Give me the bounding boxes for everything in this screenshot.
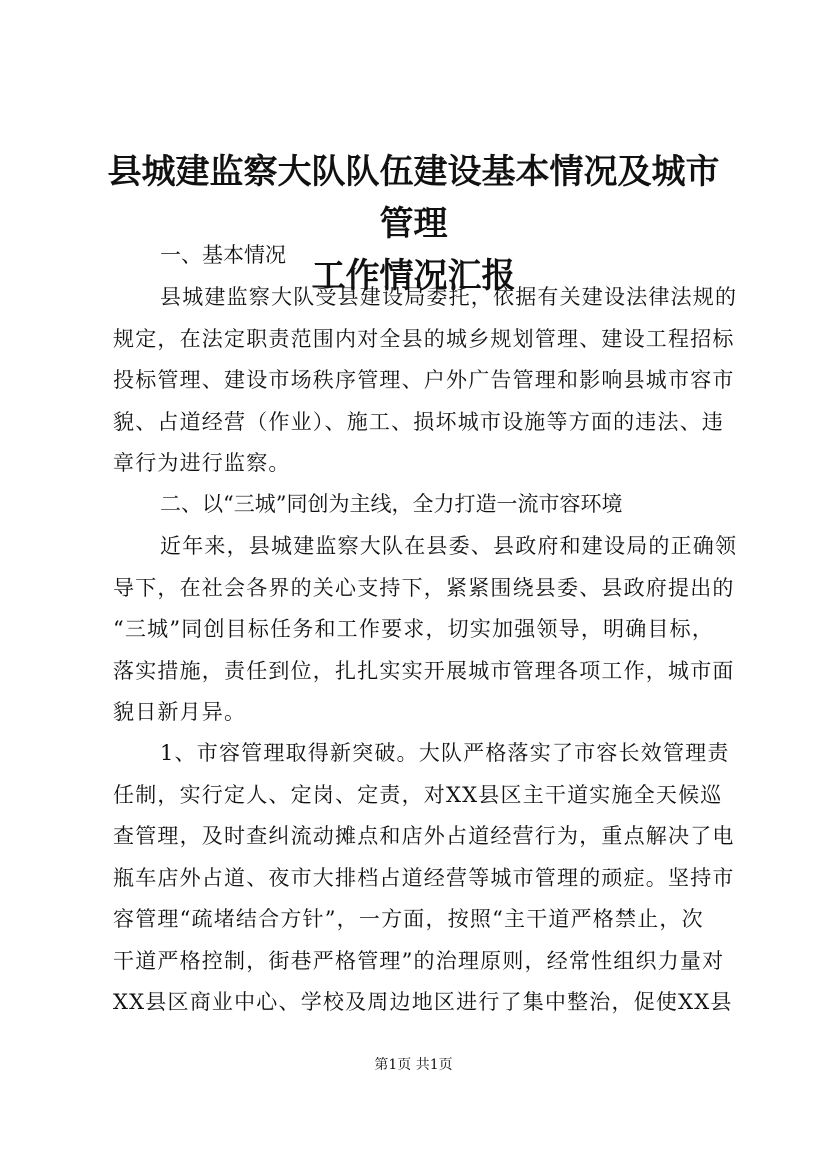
- paragraph-line: 瓶车店外占道、夜市大排档占道经营等城市管理的顽症。坚持市: [113, 865, 735, 890]
- section-heading-three-cities: 二、以“三城”同创为主线，全力打造一流市容环境: [160, 492, 623, 516]
- paragraph-line: 任制，实行定人、定岗、定责，对XX县区主干道实施全天候巡: [113, 782, 723, 807]
- paragraph-city-appearance: [113, 733, 735, 1024]
- paragraph-line: 落实措施，责任到位，扎扎实实开展城市管理各项工作，城市面: [113, 658, 735, 683]
- paragraph-line: 查管理，及时查纠流动摊点和店外占道经营行为，重点解决了电: [113, 824, 735, 848]
- paragraph-line: 投标管理、建设市场秩序管理、户外广告管理和影响县城市容市: [113, 368, 735, 392]
- paragraph-line: 规定，在法定职责范围内对全县的城乡规划管理、建设工程招标: [113, 326, 735, 351]
- paragraph-line: 章行为进行监察。: [113, 451, 291, 475]
- paragraph-line: 1、市容管理取得新突破。大队严格落实了市容长效管理责: [160, 741, 730, 765]
- page-number: 第1页 共1页: [374, 1057, 453, 1073]
- paragraph-line: 近年来，县城建监察大队在县委、县政府和建设局的正确领: [160, 534, 738, 558]
- section-heading-basic: 一、基本情况: [160, 243, 286, 267]
- title-line-1: 县城建监察大队队伍建设基本情况及城市管理: [107, 152, 720, 244]
- paragraph-line: 貌、占道经营（作业）、施工、损坏城市设施等方面的违法、违: [113, 409, 725, 434]
- paragraph-line: 县城建监察大队受县建设局委托，依据有关建设法律法规的: [160, 285, 738, 309]
- paragraph-line: 貌日新月异。: [113, 700, 247, 724]
- page-footer: [0, 1056, 827, 1074]
- title-line-2: 工作情况汇报: [311, 256, 516, 296]
- paragraph-line: 干道严格控制，街巷严格管理”的治理原则，经常性组织力量对: [113, 948, 725, 973]
- paragraph-basic-info: [113, 277, 738, 485]
- paragraph-line: 容管理“疏堵结合方针”，一方面，按照“主干道严格禁止，次: [113, 907, 704, 931]
- paragraph-line: “三城”同创目标任务和工作要求，切实加强领导，明确目标，: [113, 617, 715, 641]
- paragraph-line: XX县区商业中心、学校及周边地区进行了集中整治，促使XX县: [113, 990, 733, 1014]
- paragraph-line: 导下，在社会各界的关心支持下，紧紧围绕县委、县政府提出的: [113, 575, 735, 600]
- paragraph-recent-years: [113, 526, 738, 734]
